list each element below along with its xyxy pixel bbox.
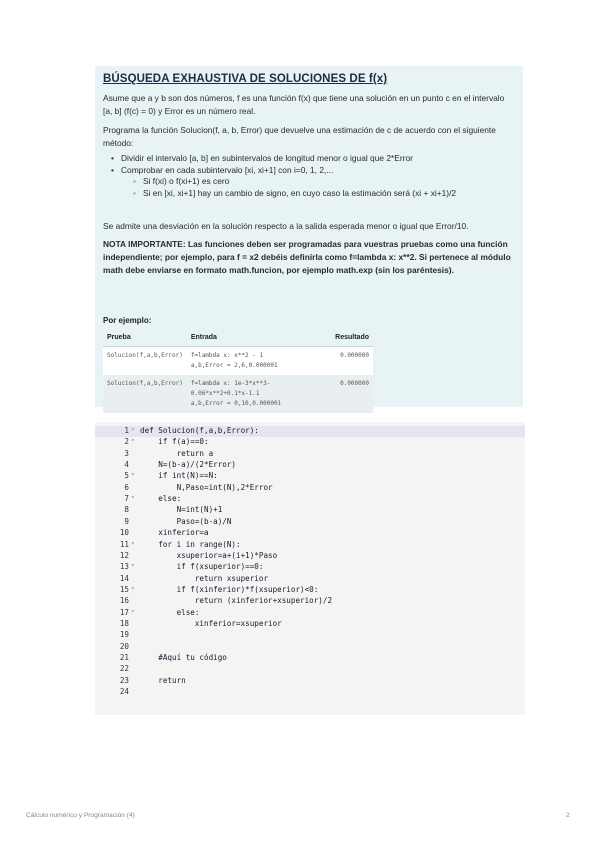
entrada-line: a,b,Error = 2,6,0.000001 xyxy=(190,362,278,369)
entrada-line: a,b,Error = 0,10,0.000001 xyxy=(190,400,282,407)
line-number: 21 xyxy=(119,653,129,662)
header-resultado: Resultado xyxy=(331,329,373,347)
line-number: 19 xyxy=(119,630,129,640)
example-label: Por ejemplo: xyxy=(103,316,152,325)
code-line[interactable] xyxy=(95,471,525,482)
code-line[interactable] xyxy=(95,540,525,551)
line-number: 10 xyxy=(119,528,129,538)
fold-arrow-icon[interactable]: ▾ xyxy=(131,426,135,433)
code-text[interactable]: return xsuperior xyxy=(140,573,269,583)
footer-course: Cálculo numérico y Programación (4) xyxy=(26,812,135,819)
header-entrada: Entrada xyxy=(187,329,331,347)
code-line[interactable] xyxy=(95,619,525,630)
code-text[interactable]: for i in range(N): xyxy=(140,539,241,549)
cell-resultado: 0.000000 xyxy=(331,347,373,376)
code-line[interactable] xyxy=(95,608,525,619)
cell-entrada xyxy=(187,347,331,376)
code-text[interactable]: if f(xinferior)*f(xsuperior)<0: xyxy=(140,584,319,594)
line-number: 16 xyxy=(119,596,129,606)
header-prueba: Prueba xyxy=(103,329,187,347)
line-number: 9 xyxy=(124,516,129,526)
code-text[interactable]: N=int(N)+1 xyxy=(140,505,223,515)
code-text[interactable]: return a xyxy=(140,448,214,458)
line-number: 11 xyxy=(119,539,129,549)
question-title: BÚSQUEDA EXHAUSTIVA DE SOLUCIONES DE f(x) xyxy=(103,73,388,85)
list-item: • Dividir el intervalo [a, b] en subintervalos de longitud menor o igual que 2*Error xyxy=(103,153,513,165)
line-number: 24 xyxy=(119,687,129,697)
line-number: 2 xyxy=(124,437,129,447)
line-number: 18 xyxy=(119,618,129,628)
paragraph-tolerance: Se admite una desviación en la solución respecto a la salida esperada menor o igual que Error/10. xyxy=(103,221,469,231)
code-line[interactable] xyxy=(95,483,525,494)
cell-prueba: Solucion(f,a,b,Error) xyxy=(103,375,187,413)
code-text[interactable]: Paso=(b-a)/N xyxy=(140,516,232,526)
code-line[interactable] xyxy=(95,551,525,562)
fold-arrow-icon[interactable]: ▾ xyxy=(131,562,135,570)
entrada-line: f=lambda x: x**2 - 1 xyxy=(190,352,264,359)
code-text[interactable]: xinferior=a xyxy=(140,528,209,538)
fold-arrow-icon[interactable]: ▾ xyxy=(131,437,135,445)
line-number: 8 xyxy=(124,505,129,515)
code-line[interactable] xyxy=(95,630,525,641)
line-number: 1 xyxy=(124,426,129,435)
code-line[interactable] xyxy=(95,460,525,471)
fold-arrow-icon[interactable]: ▾ xyxy=(131,539,135,547)
example-table xyxy=(103,329,373,413)
list-item: • Comprobar en cada subintervalo [xi, xi+1] con i=0, 1, 2,... xyxy=(103,165,513,177)
code-line[interactable] xyxy=(95,676,525,687)
entrada-line: f=lambda x: 1e-3*x**3-0.06*x**2+0.1*x-1.1 xyxy=(190,380,271,397)
code-line[interactable] xyxy=(95,505,525,516)
cell-prueba: Solucion(f,a,b,Error) xyxy=(103,347,187,376)
code-text[interactable]: if int(N)==N: xyxy=(140,471,218,481)
line-number: 13 xyxy=(119,562,129,572)
line-number: 23 xyxy=(119,675,129,685)
code-text[interactable]: #Aquí tu código xyxy=(140,653,227,662)
code-line[interactable] xyxy=(95,596,525,607)
code-text[interactable]: else: xyxy=(140,607,200,617)
code-text[interactable]: N=(b-a)/(2*Error) xyxy=(140,460,237,470)
code-text[interactable]: else: xyxy=(140,494,182,504)
code-text[interactable]: def Solucion(f,a,b,Error): xyxy=(140,426,259,435)
cell-resultado: 0.000000 xyxy=(331,375,373,413)
line-number: 5 xyxy=(124,471,129,481)
code-text[interactable]: if f(xsuperior)==0: xyxy=(140,562,264,572)
fold-arrow-icon[interactable]: ▾ xyxy=(131,584,135,592)
line-number: 3 xyxy=(124,448,129,458)
line-number: 15 xyxy=(119,584,129,594)
code-line[interactable] xyxy=(95,494,525,505)
line-number: 14 xyxy=(119,573,129,583)
code-line[interactable] xyxy=(95,653,525,664)
code-line[interactable] xyxy=(95,642,525,653)
table-row xyxy=(103,347,373,376)
code-text[interactable]: N,Paso=int(N),2*Error xyxy=(140,482,273,492)
code-line[interactable] xyxy=(95,426,525,437)
code-text[interactable]: xinferior=xsuperior xyxy=(140,618,282,628)
code-line[interactable] xyxy=(95,528,525,539)
code-text[interactable]: xsuperior=a+(i+1)*Paso xyxy=(140,550,278,560)
line-number: 22 xyxy=(119,664,129,674)
cell-entrada xyxy=(187,375,331,413)
code-line[interactable] xyxy=(95,449,525,460)
table-row xyxy=(103,375,373,413)
line-number: 17 xyxy=(119,607,129,617)
code-line[interactable] xyxy=(95,517,525,528)
code-line[interactable] xyxy=(95,664,525,675)
paragraph-intro: Asume que a y b son dos números, f es una función f(x) que tiene una solución en un punto c en el intervalo [a, b] (f(c) = 0) y Error es un número real. xyxy=(103,93,505,116)
list-item: ◦ Si en [xi, xi+1] hay un cambio de signo, en cuyo caso la estimación será (xi + xi+1)/2 xyxy=(103,188,513,200)
paragraph-task: Programa la función Solucion(f, a, b, Error) que devuelve una estimación de c de acuerdo con el siguiente método: xyxy=(103,125,496,148)
fold-arrow-icon[interactable]: ▾ xyxy=(131,494,135,502)
page-number: 2 xyxy=(566,812,570,819)
code-text[interactable]: return xyxy=(140,675,186,685)
code-text[interactable]: if f(a)==0: xyxy=(140,437,209,447)
line-number: 6 xyxy=(124,482,129,492)
line-number: 4 xyxy=(124,460,129,470)
important-note: NOTA IMPORTANTE: Las funciones deben ser programadas para vuestras pruebas como una función independiente; por ejemplo, para f = x2 debéis definirla como f=lambda x: x**2. Si pertenece al módulo math debe enviarse en formato math.funcion, por ejemplo math.exp (sin los paréntesis). xyxy=(103,239,511,275)
code-line[interactable] xyxy=(95,687,525,698)
fold-arrow-icon[interactable]: ▾ xyxy=(131,471,135,479)
list-item: ◦ Si f(xi) o f(xi+1) es cero xyxy=(103,176,513,188)
method-list xyxy=(103,153,513,199)
code-line[interactable] xyxy=(95,562,525,573)
fold-arrow-icon[interactable]: ▾ xyxy=(131,607,135,615)
line-number: 20 xyxy=(119,641,129,651)
code-line[interactable] xyxy=(95,585,525,596)
line-number: 7 xyxy=(124,494,129,504)
code-line[interactable] xyxy=(95,437,525,448)
line-number: 12 xyxy=(119,550,129,560)
code-line[interactable] xyxy=(95,574,525,585)
code-text[interactable]: return (xinferior+xsuperior)/2 xyxy=(140,596,333,606)
